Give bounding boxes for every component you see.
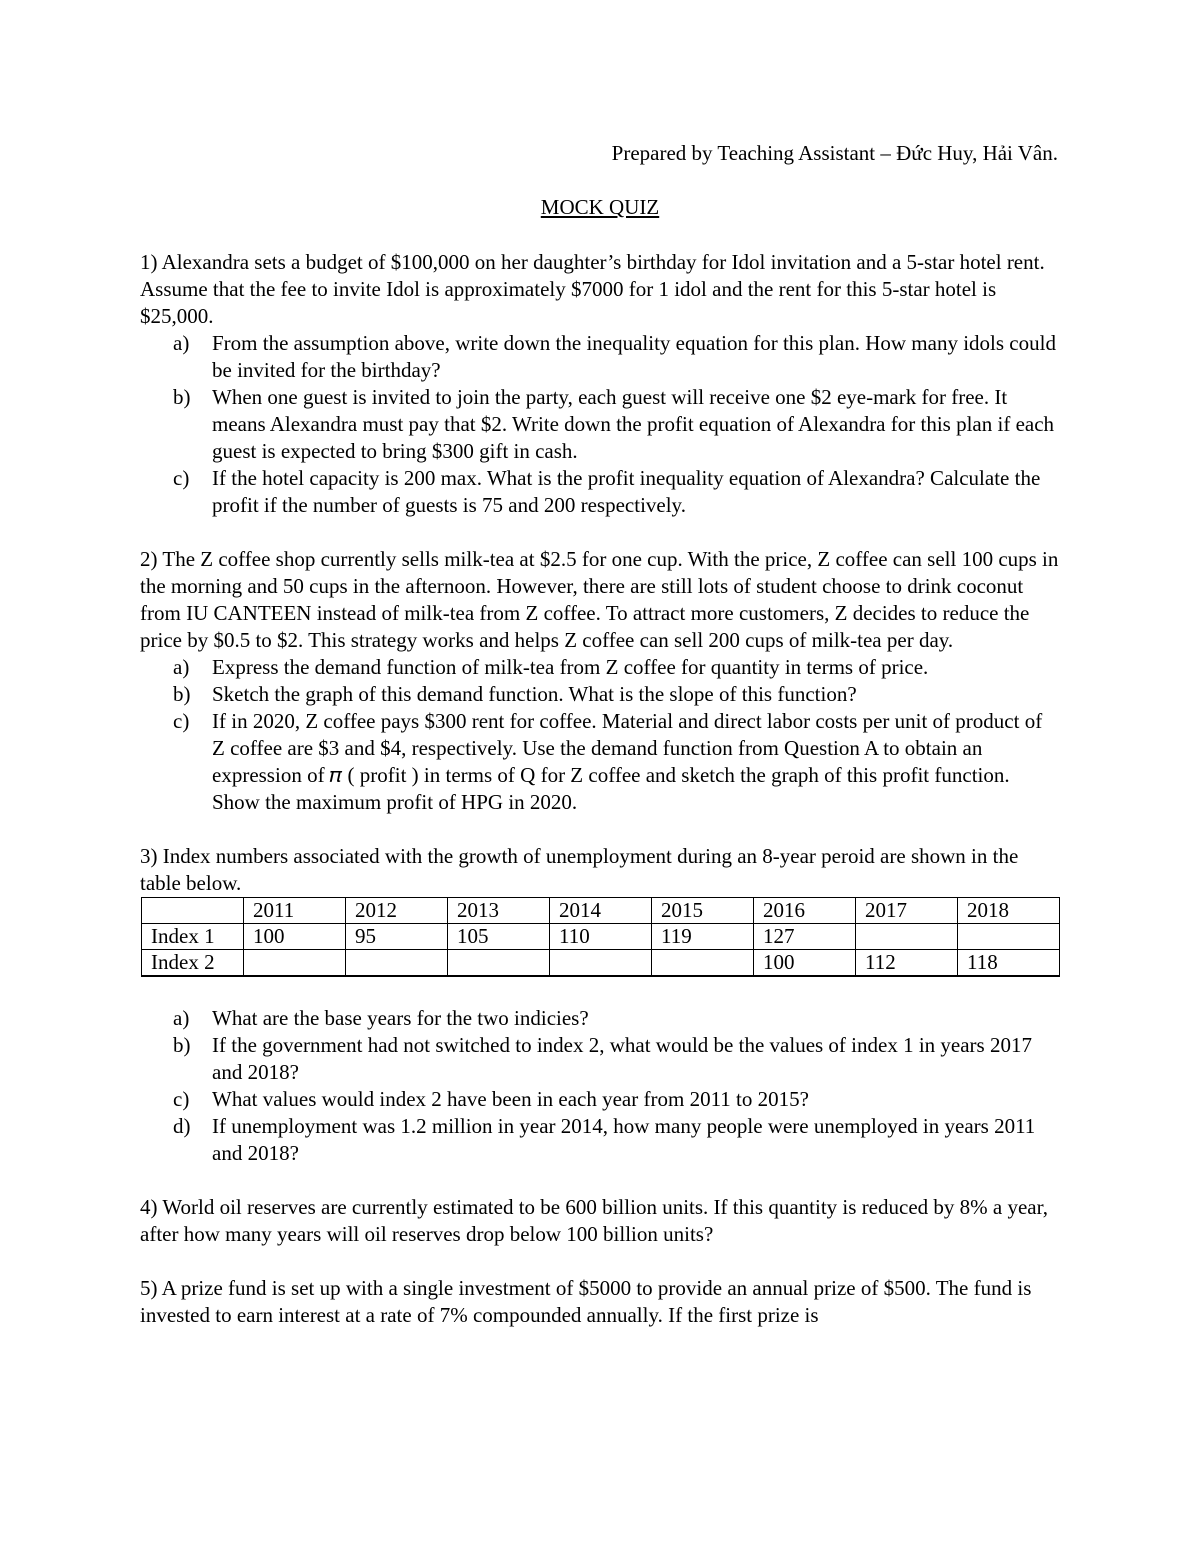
part-marker: a) xyxy=(173,1006,190,1030)
part-marker: c) xyxy=(173,466,190,490)
question-3-part-d xyxy=(140,1113,1060,1167)
table-cell: 2011 xyxy=(244,898,346,924)
table-cell xyxy=(244,950,346,977)
part-text: If the hotel capacity is 200 max. What is the profit inequality equation of Alexandra? Calculate the profit if the number of guests is 75 and 200 respectively. xyxy=(212,466,1041,517)
question-3-part-c xyxy=(140,1086,1060,1113)
part-text: What values would index 2 have been in each year from 2011 to 2015? xyxy=(212,1087,809,1111)
question-3-part-b xyxy=(140,1032,1060,1086)
question-3-part-a xyxy=(140,1005,1060,1032)
question-1-part-a xyxy=(140,330,1060,384)
table-cell: 2013 xyxy=(448,898,550,924)
part-marker: b) xyxy=(173,1033,191,1057)
table-cell: Index 1 xyxy=(142,924,244,950)
question-1 xyxy=(140,249,1060,519)
part-text: From the assumption above, write down the inequality equation for this plan. How many idols could be invited for the birthday? xyxy=(212,331,1056,382)
question-5 xyxy=(140,1275,1060,1329)
table-cell: Index 2 xyxy=(142,950,244,977)
question-2-parts xyxy=(140,654,1060,816)
part-text: If in 2020, Z coffee pays $300 rent for coffee. Material and direct labor costs per unit of product of Z coffee are $3 and $4, respectively. Use the demand function from Question A to obtain an expression of 𝜋 ( profit ) in terms of Q for Z coffee and sketch the graph of this profit function. Show the maximum profit of HPG in 2020. xyxy=(212,709,1043,814)
table-cell xyxy=(346,950,448,977)
question-1-stem: 1) Alexandra sets a budget of $100,000 on her daughter’s birthday for Idol invitation and a 5-star hotel rent. Assume that the fee to invite Idol is approximately $7000 for 1 idol and the rent for this 5-star hotel is $25,000. xyxy=(140,250,1045,328)
part-text: If the government had not switched to index 2, what would be the values of index 1 in years 2017 and 2018? xyxy=(212,1033,1032,1084)
question-3-stem: 3) Index numbers associated with the growth of unemployment during an 8-year peroid are shown in the table below. xyxy=(140,844,1019,895)
table-cell: 118 xyxy=(958,950,1060,977)
question-1-parts xyxy=(140,330,1060,519)
table-cell: 2016 xyxy=(754,898,856,924)
table-cell: 2014 xyxy=(550,898,652,924)
table-row-index-1 xyxy=(142,924,1060,950)
question-2-part-b xyxy=(140,681,1060,708)
table-cell: 119 xyxy=(652,924,754,950)
part-marker: d) xyxy=(173,1114,191,1138)
part-text: Express the demand function of milk-tea from Z coffee for quantity in terms of price. xyxy=(212,655,929,679)
question-3 xyxy=(140,843,1060,1167)
part-text: If unemployment was 1.2 million in year 2014, how many people were unemployed in years 2011 and 2018? xyxy=(212,1114,1036,1165)
table-header-row xyxy=(142,898,1060,924)
question-4-stem: 4) World oil reserves are currently estimated to be 600 billion units. If this quantity is reduced by 8% a year, after how many years will oil reserves drop below 100 billion units? xyxy=(140,1195,1049,1246)
table-cell: 127 xyxy=(754,924,856,950)
table-cell xyxy=(448,950,550,977)
table-cell xyxy=(652,950,754,977)
table-cell: 105 xyxy=(448,924,550,950)
table-cell: 2012 xyxy=(346,898,448,924)
table-cell xyxy=(856,924,958,950)
question-2-stem: 2) The Z coffee shop currently sells milk-tea at $2.5 for one cup. With the price, Z coffee can sell 100 cups in the morning and 50 cups in the afternoon. However, there are still lots of student choose to drink coconut from IU CANTEEN instead of milk-tea from Z coffee. To attract more customers, Z decides to reduce the price by $0.5 to $2. This strategy works and helps Z coffee can sell 200 cups of milk-tea per day. xyxy=(140,547,1059,652)
document-page xyxy=(140,140,1060,1356)
part-marker: b) xyxy=(173,385,191,409)
part-text: When one guest is invited to join the party, each guest will receive one $2 eye-mark for free. It means Alexandra must pay that $2. Write down the profit equation of Alexandra for this plan if each guest is expected to bring $300 gift in cash. xyxy=(212,385,1055,463)
part-text: What are the base years for the two indicies? xyxy=(212,1006,589,1030)
table-cell: 2017 xyxy=(856,898,958,924)
part-marker: b) xyxy=(173,682,191,706)
question-5-stem: 5) A prize fund is set up with a single investment of $5000 to provide an annual prize of $500. The fund is invested to earn interest at a rate of 7% compounded annually. If the first prize is xyxy=(140,1276,1032,1327)
prepared-by-line: Prepared by Teaching Assistant – Đức Huy, Hải Vân. xyxy=(611,141,1058,165)
part-marker: c) xyxy=(173,709,190,733)
table-cell: 112 xyxy=(856,950,958,977)
part-marker: a) xyxy=(173,331,190,355)
table-cell: 2018 xyxy=(958,898,1060,924)
question-3-parts xyxy=(140,1005,1060,1167)
question-2 xyxy=(140,546,1060,816)
table-cell: 100 xyxy=(244,924,346,950)
question-2-part-c xyxy=(140,708,1060,816)
part-text: Sketch the graph of this demand function. What is the slope of this function? xyxy=(212,682,857,706)
table-cell: 110 xyxy=(550,924,652,950)
question-2-part-a xyxy=(140,654,1060,681)
table-cell xyxy=(958,924,1060,950)
table-cell xyxy=(550,950,652,977)
table-cell: 2015 xyxy=(652,898,754,924)
index-table xyxy=(141,897,1060,977)
question-4 xyxy=(140,1194,1060,1248)
table-cell xyxy=(142,898,244,924)
table-row-index-2 xyxy=(142,950,1060,977)
question-1-part-c xyxy=(140,465,1060,519)
part-marker: c) xyxy=(173,1087,190,1111)
table-cell: 100 xyxy=(754,950,856,977)
table-cell: 95 xyxy=(346,924,448,950)
question-1-part-b xyxy=(140,384,1060,465)
part-marker: a) xyxy=(173,655,190,679)
page-title: MOCK QUIZ xyxy=(540,195,660,219)
